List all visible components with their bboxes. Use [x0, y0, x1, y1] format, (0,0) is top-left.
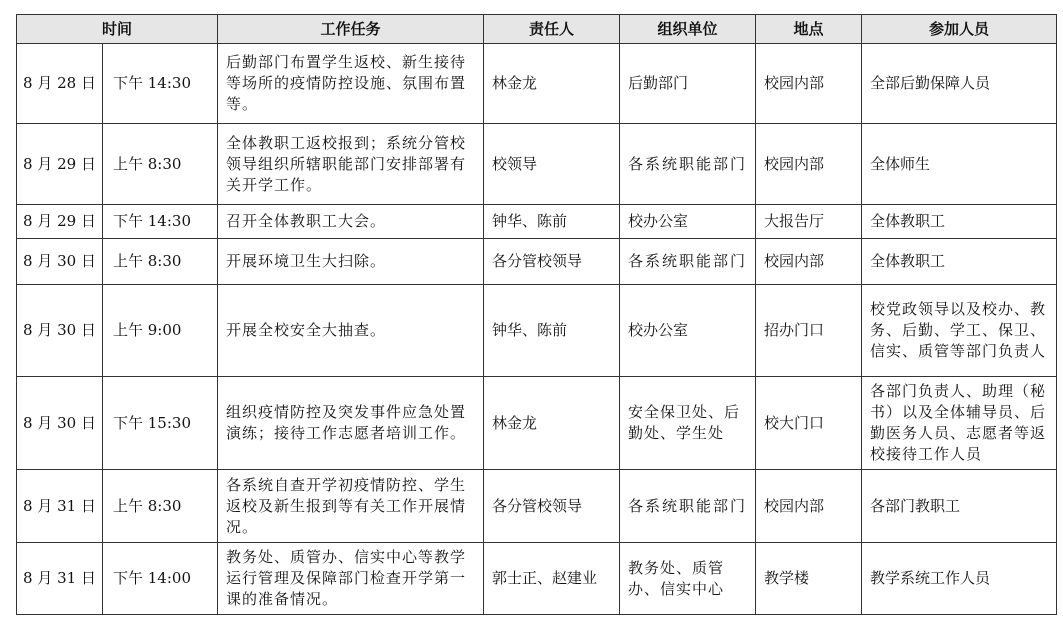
- table-row: [17, 239, 1057, 285]
- cell-task: 后勤部门布置学生返校、新生接待等场所的疫情防控设施、氛围布置等。: [218, 44, 484, 124]
- cell-participants: 全体教职工: [862, 205, 1057, 239]
- cell-date: 8 月 28 日: [17, 44, 103, 124]
- cell-clock: 上午 8:30: [103, 124, 218, 205]
- cell-unit: 各系统职能部门: [620, 470, 756, 543]
- cell-participants: 全部后勤保障人员: [862, 44, 1057, 124]
- table-row: [17, 377, 1057, 470]
- table-row: [17, 470, 1057, 543]
- cell-place: 大报告厅: [756, 205, 862, 239]
- table-row: [17, 543, 1057, 615]
- cell-task: 开展全校安全大抽查。: [218, 285, 484, 377]
- cell-place: 招办门口: [756, 285, 862, 377]
- cell-participants: 各部门教职工: [862, 470, 1057, 543]
- cell-owner: 各分管校领导: [484, 239, 620, 285]
- cell-place: 教学楼: [756, 543, 862, 615]
- cell-unit: 安全保卫处、后勤处、学生处: [620, 377, 756, 470]
- cell-date: 8 月 29 日: [17, 205, 103, 239]
- cell-place: 校园内部: [756, 124, 862, 205]
- cell-participants: 全体教职工: [862, 239, 1057, 285]
- cell-task: 召开全体教职工大会。: [218, 205, 484, 239]
- cell-clock: 下午 14:30: [103, 205, 218, 239]
- table-row: [17, 124, 1057, 205]
- cell-place: 校园内部: [756, 239, 862, 285]
- cell-unit: 后勤部门: [620, 44, 756, 124]
- header-place: 地点: [756, 15, 862, 44]
- cell-clock: 上午 9:00: [103, 285, 218, 377]
- cell-participants: 全体师生: [862, 124, 1057, 205]
- cell-unit: 各系统职能部门: [620, 239, 756, 285]
- table-row: [17, 205, 1057, 239]
- cell-task: 全体教职工返校报到；系统分管校领导组织所辖职能部门安排部署有关开学工作。: [218, 124, 484, 205]
- cell-unit: 校办公室: [620, 205, 756, 239]
- cell-place: 校大门口: [756, 377, 862, 470]
- cell-clock: 下午 14:00: [103, 543, 218, 615]
- cell-date: 8 月 30 日: [17, 377, 103, 470]
- cell-clock: 上午 8:30: [103, 239, 218, 285]
- cell-task: 各系统自查开学初疫情防控、学生返校及新生报到等有关工作开展情况。: [218, 470, 484, 543]
- cell-owner: 林金龙: [484, 44, 620, 124]
- cell-owner: 校领导: [484, 124, 620, 205]
- header-task: 工作任务: [218, 15, 484, 44]
- cell-owner: 林金龙: [484, 377, 620, 470]
- schedule-table: [16, 14, 1057, 615]
- cell-unit: 教务处、质管办、信实中心: [620, 543, 756, 615]
- cell-clock: 下午 14:30: [103, 44, 218, 124]
- cell-place: 校园内部: [756, 44, 862, 124]
- cell-unit: 各系统职能部门: [620, 124, 756, 205]
- header-row: [17, 15, 1057, 44]
- cell-date: 8 月 30 日: [17, 285, 103, 377]
- cell-participants: 各部门负责人、助理（秘书）以及全体辅导员、后勤医务人员、志愿者等返校接待工作人员: [862, 377, 1057, 470]
- cell-unit: 校办公室: [620, 285, 756, 377]
- header-time: 时间: [17, 15, 218, 44]
- cell-owner: 郭士正、赵建业: [484, 543, 620, 615]
- cell-date: 8 月 31 日: [17, 543, 103, 615]
- cell-clock: 上午 8:30: [103, 470, 218, 543]
- header-owner: 责任人: [484, 15, 620, 44]
- header-participants: 参加人员: [862, 15, 1057, 44]
- cell-task: 组织疫情防控及突发事件应急处置演练；接待工作志愿者培训工作。: [218, 377, 484, 470]
- cell-participants: 校党政领导以及校办、教务、后勤、学工、保卫、信实、质管等部门负责人: [862, 285, 1057, 377]
- cell-clock: 下午 15:30: [103, 377, 218, 470]
- cell-owner: 钟华、陈前: [484, 205, 620, 239]
- cell-date: 8 月 31 日: [17, 470, 103, 543]
- cell-date: 8 月 30 日: [17, 239, 103, 285]
- cell-participants: 教学系统工作人员: [862, 543, 1057, 615]
- cell-owner: 各分管校领导: [484, 470, 620, 543]
- table-row: [17, 285, 1057, 377]
- cell-date: 8 月 29 日: [17, 124, 103, 205]
- cell-task: 教务处、质管办、信实中心等教学运行管理及保障部门检查开学第一课的准备情况。: [218, 543, 484, 615]
- cell-owner: 钟华、陈前: [484, 285, 620, 377]
- table-row: [17, 44, 1057, 124]
- cell-place: 校园内部: [756, 470, 862, 543]
- header-unit: 组织单位: [620, 15, 756, 44]
- cell-task: 开展环境卫生大扫除。: [218, 239, 484, 285]
